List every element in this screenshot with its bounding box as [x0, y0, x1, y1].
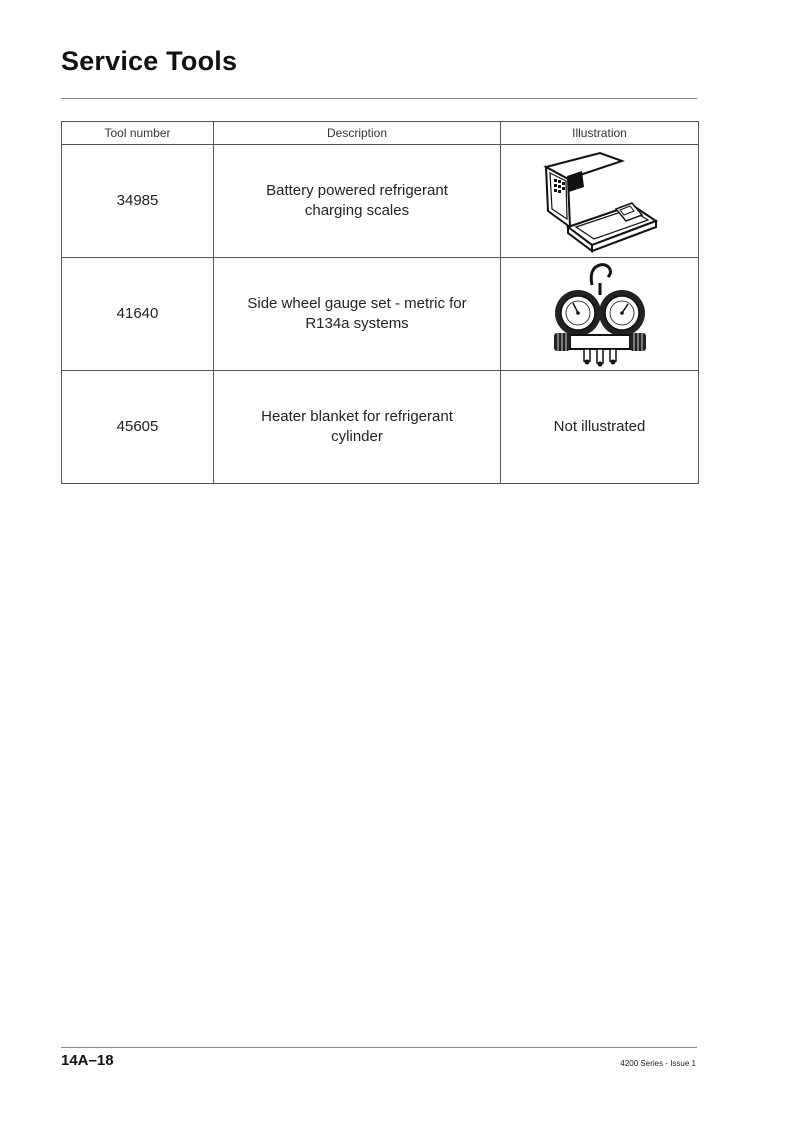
description-text: Battery powered refrigerant charging scales — [266, 182, 448, 219]
charging-scales-case-icon — [540, 149, 660, 253]
illustration-cell — [501, 258, 699, 371]
tool-number-cell: 45605 — [62, 371, 214, 484]
tool-number-cell: 34985 — [62, 145, 214, 258]
tool-number-cell: 41640 — [62, 258, 214, 371]
table-row — [62, 145, 699, 258]
header-description: Description — [214, 122, 501, 145]
gauge-set-icon — [548, 261, 652, 367]
service-tools-table — [61, 121, 699, 484]
description-cell — [214, 145, 501, 258]
table-row — [62, 371, 699, 484]
illustration-cell — [501, 145, 699, 258]
description-cell — [214, 371, 501, 484]
header-illustration: Illustration — [501, 122, 699, 145]
description-text: Side wheel gauge set - metric for R134a systems — [247, 295, 467, 332]
page-number: 14A–18 — [61, 1052, 114, 1069]
description-text: Heater blanket for refrigerant cylinder — [261, 408, 453, 445]
title-divider — [61, 98, 697, 99]
table-header-row — [62, 122, 699, 145]
page-title: Service Tools — [61, 46, 238, 76]
illustration-cell: Not illustrated — [501, 371, 699, 484]
header-tool-number: Tool number — [62, 122, 214, 145]
footer-divider — [61, 1047, 697, 1048]
table-row — [62, 258, 699, 371]
series-label: 4200 Series - Issue 1 — [620, 1059, 696, 1068]
description-cell — [214, 258, 501, 371]
